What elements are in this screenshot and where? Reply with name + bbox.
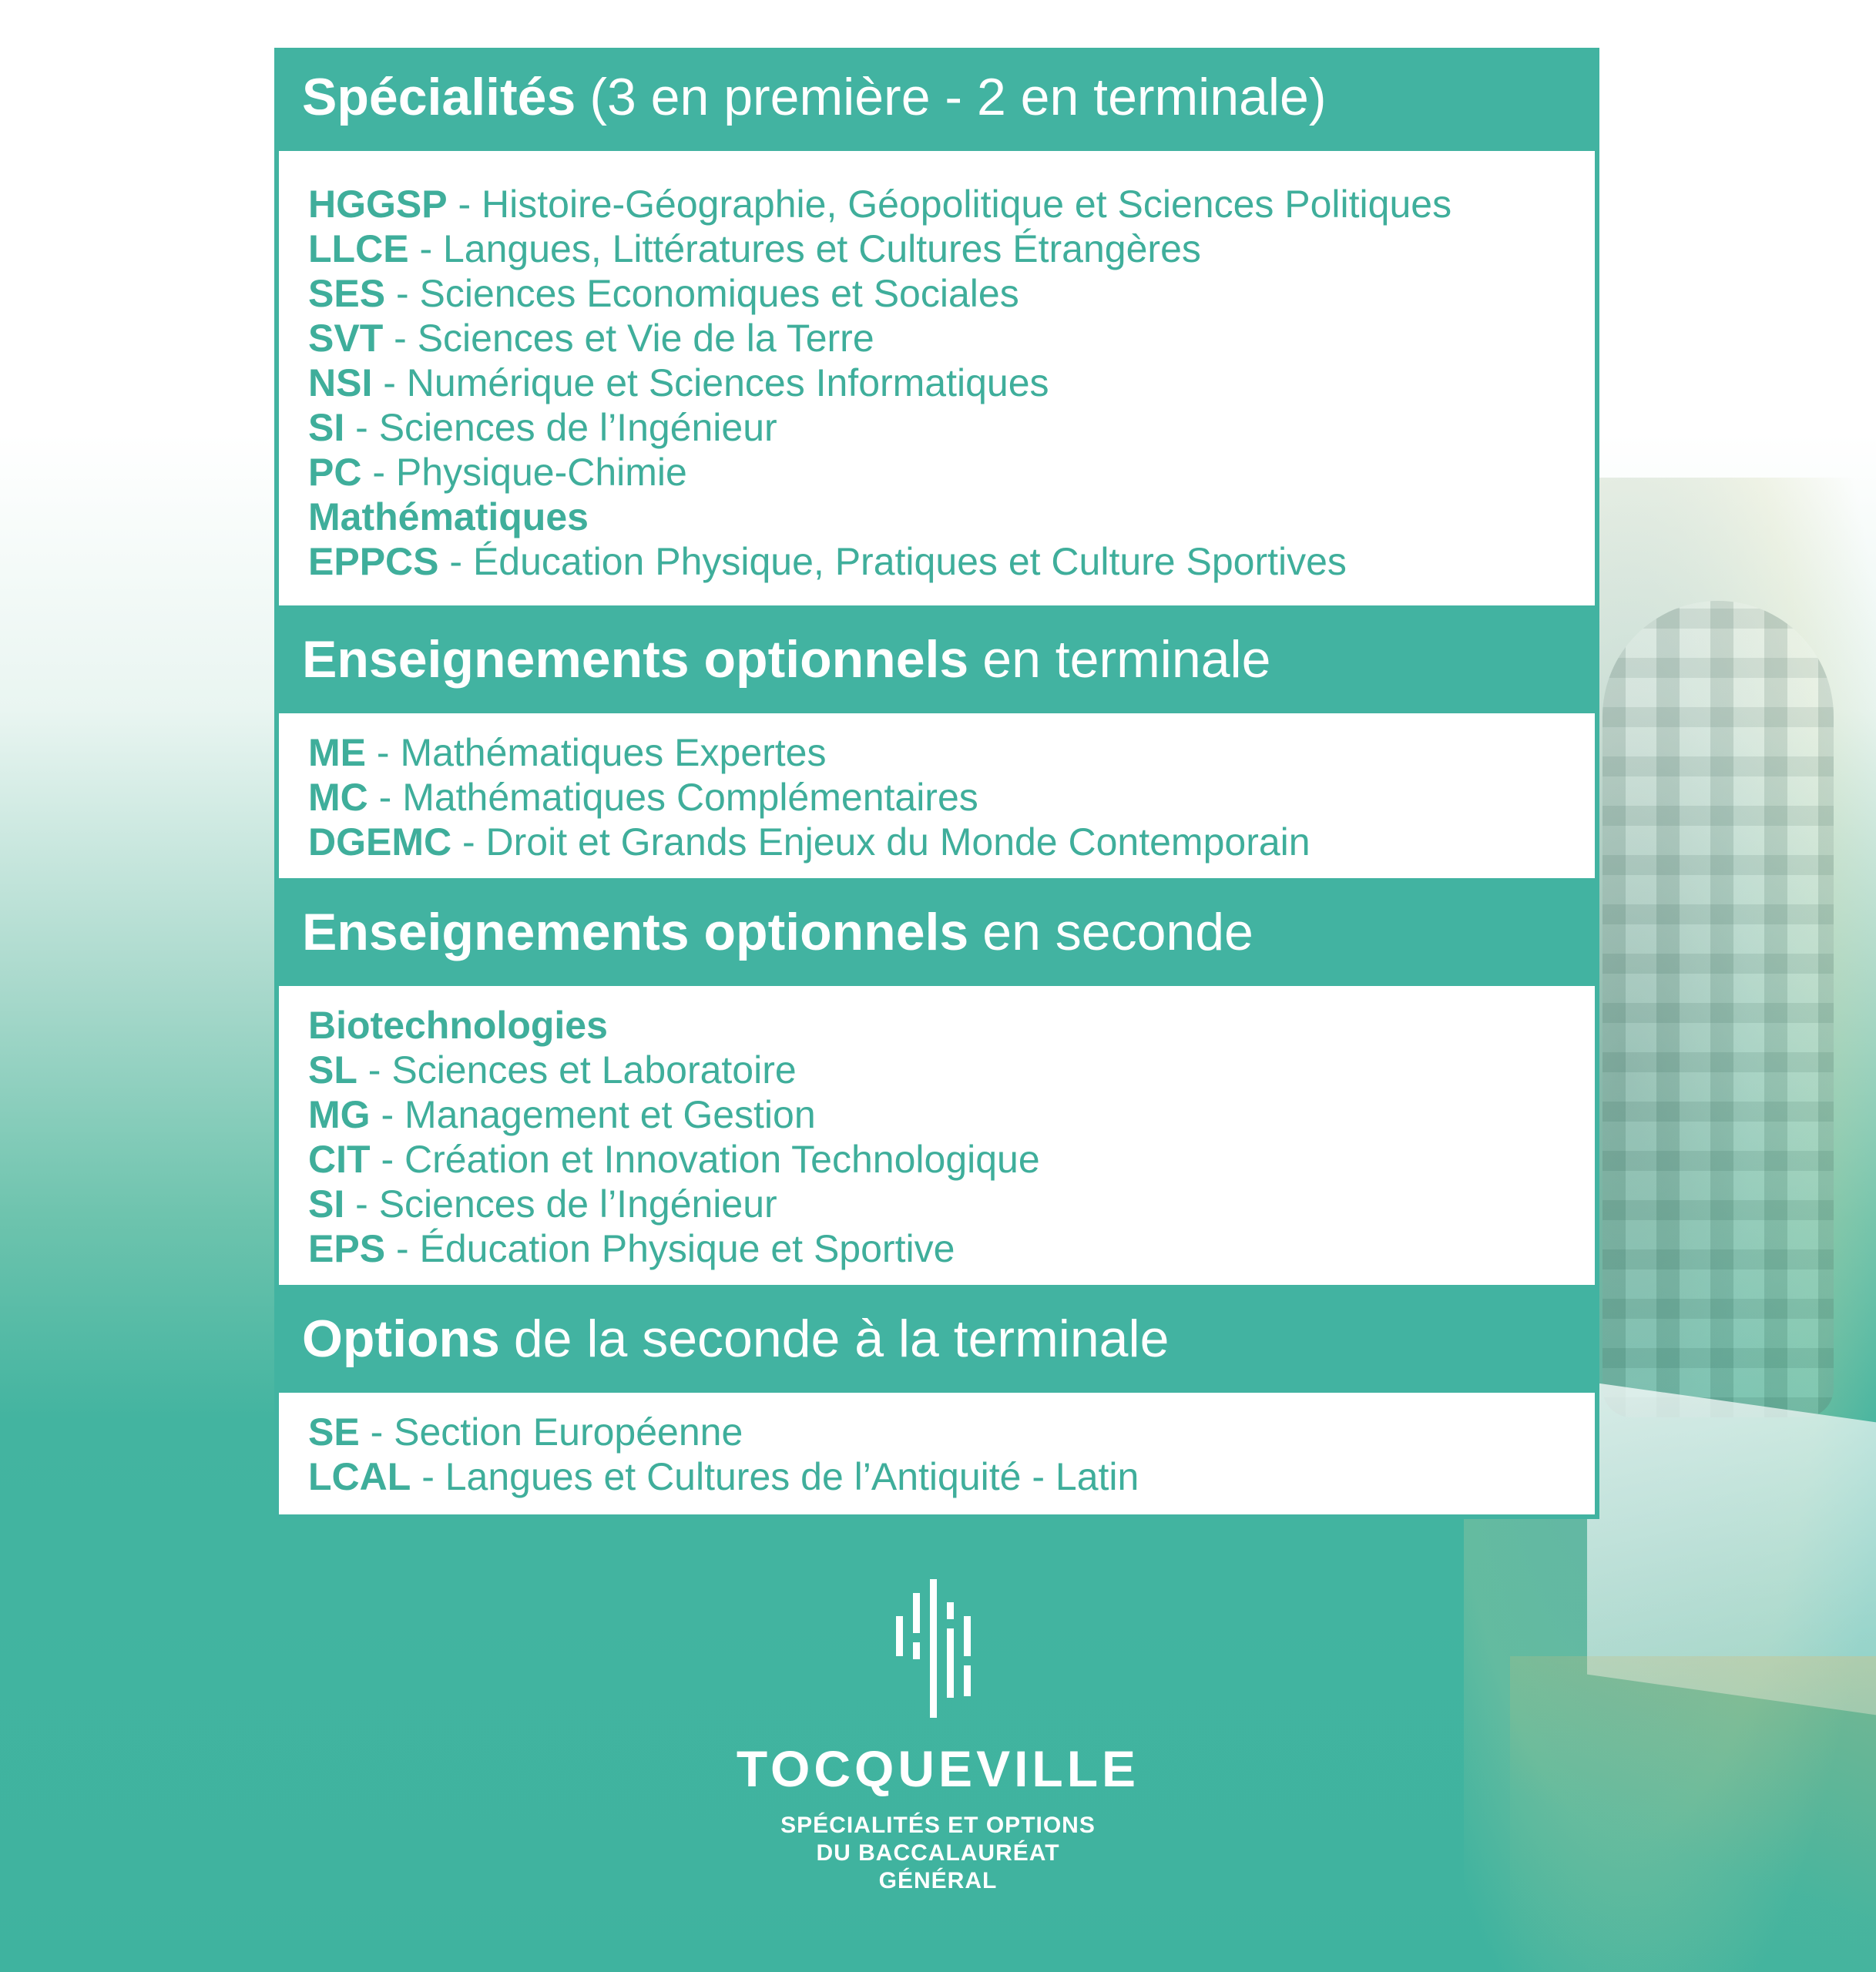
item-label: Droit et Grands Enjeux du Monde Contemporain [485, 820, 1311, 864]
item-label: Éducation Physique, Pratiques et Culture Sportives [472, 540, 1347, 583]
section-header [274, 48, 1599, 146]
item-code: MG [308, 1093, 371, 1136]
item-code: ME [308, 731, 366, 774]
item-label: Sciences de l’Ingénieur [378, 1182, 777, 1226]
item-label: Sciences et Vie de la Terre [417, 317, 874, 360]
item-code: LLCE [308, 227, 409, 270]
list-item: EPPCS - Éducation Physique, Pratiques et Culture Sportives [308, 540, 1347, 583]
item-code: CIT [308, 1138, 371, 1181]
item-code: SVT [308, 317, 384, 360]
item-label: Section Européenne [394, 1410, 743, 1454]
list-item: SE - Section Européenne [308, 1410, 743, 1454]
tagline [0, 1812, 1876, 1895]
item-label: Numérique et Sciences Informatiques [406, 361, 1049, 404]
list-item: DGEMC - Droit et Grands Enjeux du Monde Contemporain [308, 820, 1311, 864]
section-list [274, 1388, 1599, 1519]
item-label: Langues et Cultures de l’Antiquité - Latin [445, 1455, 1139, 1498]
background-plaid-shirt [1602, 601, 1834, 1417]
section-title-light: en seconde [982, 903, 1253, 961]
list-item: SI - Sciences de l’Ingénieur [308, 1182, 777, 1226]
tagline-line: SPÉCIALITÉS ET OPTIONS [780, 1813, 1096, 1838]
section-list [274, 981, 1599, 1290]
item-label: Mathématiques Complémentaires [402, 776, 978, 819]
section-specialites [274, 48, 1599, 610]
list-item: SL - Sciences et Laboratoire [308, 1048, 797, 1092]
section-list [274, 709, 1599, 883]
section-list [274, 146, 1599, 610]
item-code: PC [308, 451, 362, 494]
item-label: Création et Innovation Technologique [404, 1138, 1040, 1181]
list-item: CIT - Création et Innovation Technologique [308, 1138, 1040, 1181]
list-item [308, 1003, 1595, 1048]
list-item: SVT - Sciences et Vie de la Terre [308, 317, 874, 360]
list-item: HGGSP - Histoire-Géographie, Géopolitique et Sciences Politiques [308, 183, 1452, 226]
section-title-strong: Spécialités [302, 68, 576, 126]
section-optionnels-terminale [274, 610, 1599, 883]
list-item: NSI - Numérique et Sciences Informatiques [308, 361, 1049, 404]
item-code: SES [308, 272, 386, 315]
list-item: MC - Mathématiques Complémentaires [308, 776, 978, 819]
item-code: DGEMC [308, 820, 452, 864]
item-label: Sciences de l’Ingénieur [378, 406, 777, 449]
list-item: SI - Sciences de l’Ingénieur [308, 406, 777, 449]
list-item: MG - Management et Gestion [308, 1093, 816, 1136]
section-title-light: de la seconde à la terminale [513, 1310, 1170, 1368]
list-item: PC - Physique-Chimie [308, 451, 687, 494]
list-item: EPS - Éducation Physique et Sportive [308, 1227, 955, 1270]
item-code: Biotechnologies [308, 1004, 608, 1047]
list-item: LLCE - Langues, Littératures et Cultures Étrangères [308, 227, 1201, 270]
section-header [274, 1290, 1599, 1388]
item-code: EPS [308, 1227, 386, 1270]
tocqueville-bars-icon [896, 1579, 981, 1718]
item-label: Langues, Littératures et Cultures Étrangères [442, 227, 1201, 270]
section-header [274, 883, 1599, 981]
list-item [308, 495, 1595, 539]
section-title-strong: Enseignements optionnels [302, 903, 969, 961]
item-code: SI [308, 406, 345, 449]
item-label: Management et Gestion [404, 1093, 816, 1136]
item-label: Éducation Physique et Sportive [419, 1227, 955, 1270]
tagline-line: DU BACCALAURÉAT [816, 1840, 1060, 1866]
item-label: Mathématiques Expertes [400, 731, 827, 774]
item-code: MC [308, 776, 368, 819]
item-code: SI [308, 1182, 345, 1226]
list-item: SES - Sciences Economiques et Sociales [308, 272, 1019, 315]
item-code: EPPCS [308, 540, 439, 583]
list-item: ME - Mathématiques Expertes [308, 731, 827, 774]
list-item: LCAL - Langues et Cultures de l’Antiquité - Latin [308, 1455, 1139, 1498]
item-label: Histoire-Géographie, Géopolitique et Sciences Politiques [482, 183, 1452, 226]
tagline-line: GÉNÉRAL [878, 1868, 998, 1893]
item-code: SL [308, 1048, 357, 1092]
section-title-strong: Options [302, 1310, 500, 1368]
footer-logo [0, 1579, 1876, 1895]
section-title-strong: Enseignements optionnels [302, 630, 969, 689]
section-title-light: (3 en première - 2 en terminale) [589, 68, 1327, 126]
item-code: HGGSP [308, 183, 448, 226]
item-code: SE [308, 1410, 360, 1454]
section-optionnels-seconde [274, 883, 1599, 1290]
section-title-light: en terminale [982, 630, 1271, 689]
item-code: Mathématiques [308, 495, 589, 538]
item-label: Physique-Chimie [395, 451, 687, 494]
section-header [274, 610, 1599, 709]
item-code: LCAL [308, 1455, 411, 1498]
section-options [274, 1290, 1599, 1519]
item-label: Sciences Economiques et Sociales [419, 272, 1019, 315]
item-label: Sciences et Laboratoire [391, 1048, 797, 1092]
item-code: NSI [308, 361, 373, 404]
brand-name: TOCQUEVILLE [736, 1740, 1140, 1797]
